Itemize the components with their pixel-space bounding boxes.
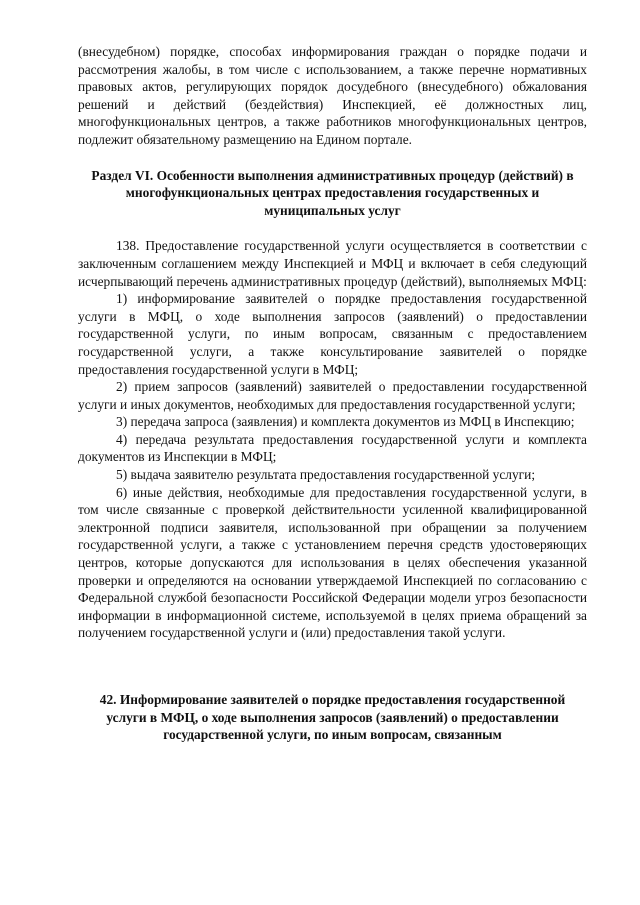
list-item-6: 6) иные действия, необходимые для предоставления государственной услуги, в том числе связанные с проверкой действительности усиленной квалифицированной электронной подписи заявителя, использованной при обращении за получением государственной услуги, а также с установлением перечня средств удостоверяющих центров, которые допускаются для использования в целях обеспечения указанной проверки и определяются на основании утверждаемой Инспекцией по согласованию с Федеральной службой безопасности Российской Федерации модели угроз безопасности информации в информационной системе, используемой в целях приема обращений за получением государственной услуги и (или) предоставления такой услуги. bbox=[78, 484, 587, 641]
subsection-heading: 42. Информирование заявителей о порядке предоставления государственной услуги в МФЦ, о ходе выполнения запросов (заявлений) о предоставлении государственной услуги, по иным вопросам, связанным bbox=[99, 692, 566, 743]
list-item-3: 3) передача запроса (заявления) и комплекта документов из МФЦ в Инспекцию; bbox=[116, 414, 575, 430]
list-item-4: 4) передача результата предоставления государственной услуги и комплекта документов из Инспекции в МФЦ; bbox=[78, 431, 587, 465]
list-item-1: 1) информирование заявителей о порядке предоставления государственной услуги в МФЦ, о ходе выполнения запросов (заявлений) о предоставлении государственной услуги, по иным вопросам, связанным с предоставлением государственной услуги, а также консультирование заявителей о порядке предоставления государственной услуги в МФЦ; bbox=[78, 291, 587, 377]
document-body bbox=[78, 43, 587, 744]
section-heading: Раздел VI. Особенности выполнения административных процедур (действий) в многофункциональных центрах предоставления государственных и муниципальных услуг bbox=[91, 167, 574, 218]
list-item-5: 5) выдача заявителю результата предоставления государственной услуги; bbox=[116, 467, 536, 483]
list-item-2: 2) прием запросов (заявлений) заявителей о предоставлении государственной услуги и иных документов, необходимых для предоставления государственной услуги; bbox=[78, 379, 587, 412]
paragraph-138: 138. Предоставление государственной услуги осуществляется в соответствии с заключенным соглашением между Инспекцией и МФЦ и включает в себя следующий исчерпывающий перечень административных процедур (действий), выполняемых МФЦ: bbox=[78, 238, 587, 289]
intro-paragraph: (внесудебном) порядке, способах информирования граждан о порядке подачи и рассмотрения жалобы, в том числе с использованием, а также перечне нормативных правовых актов, регулирующих порядок досудебного (внесудебного) обжалования решений и действий (бездействия) Инспекцией, её должностных лиц, многофункциональных центров, а также работников многофункциональных центров, подлежит обязательному размещению на Едином портале. bbox=[78, 44, 587, 147]
